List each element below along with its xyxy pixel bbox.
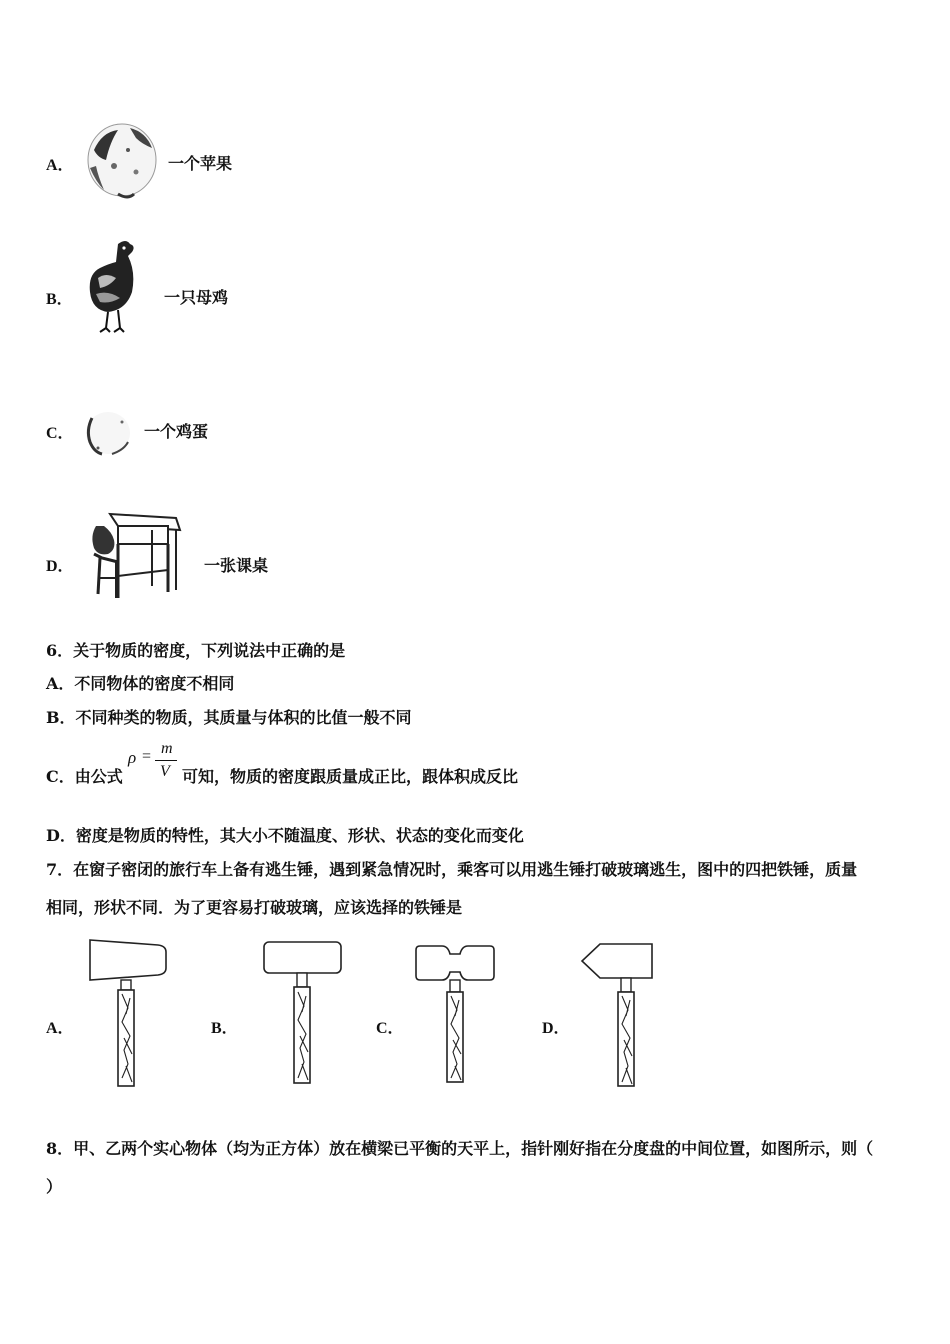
hen-photo bbox=[86, 238, 142, 334]
option-d: D．密度是物质的特性，其大小不随温度、形状、状态的变化而变化 bbox=[46, 826, 524, 845]
option-label: D． bbox=[46, 558, 74, 575]
option-text: 一个苹果 bbox=[168, 154, 233, 173]
formula-lhs: ρ bbox=[128, 748, 137, 767]
hammer-option-label: C． bbox=[376, 1020, 404, 1037]
hammer-option-label: D． bbox=[542, 1020, 570, 1037]
question-stem-line-1: 7．在窗子密闭的旅行车上备有逃生锤，遇到紧急情况时，乘客可以用逃生锤打破玻璃逃生，图中的四把铁锤，质量 bbox=[46, 860, 858, 879]
option-label: A． bbox=[46, 157, 74, 174]
formula-eq: = bbox=[142, 748, 152, 765]
formula-numerator: m bbox=[161, 740, 173, 757]
question-stem: 6．关于物质的密度，下列说法中正确的是 bbox=[46, 641, 346, 660]
formula-denominator: V bbox=[160, 763, 170, 780]
option-text: 一只母鸡 bbox=[164, 288, 229, 307]
option-text: 一个鸡蛋 bbox=[144, 422, 209, 441]
hammer-option-label: A． bbox=[46, 1020, 74, 1037]
density-formula bbox=[128, 740, 180, 786]
option-c-prefix: C．由公式 bbox=[46, 767, 123, 786]
question-stem-line-2: ） bbox=[46, 1177, 63, 1196]
option-label: B． bbox=[46, 291, 73, 308]
desk-photo bbox=[88, 506, 192, 602]
option-c bbox=[46, 764, 123, 787]
option-b: B．不同种类的物质，其质量与体积的比值一般不同 bbox=[46, 708, 412, 727]
egg-photo bbox=[82, 408, 134, 458]
option-label: C． bbox=[46, 425, 74, 442]
hammer-d-figure bbox=[580, 942, 656, 1090]
hammer-option-label: B． bbox=[211, 1020, 238, 1037]
question-stem-line-2: 相同，形状不同．为了更容易打破玻璃，应该选择的铁锤是 bbox=[46, 898, 463, 917]
hammer-c-figure bbox=[414, 944, 496, 1086]
hammer-b-figure bbox=[262, 940, 344, 1086]
fraction-bar bbox=[155, 760, 177, 761]
hammer-a-figure bbox=[88, 938, 170, 1090]
option-text: 一张课桌 bbox=[204, 556, 269, 575]
option-c-suffix: 可知，物质的密度跟质量成正比，跟体积成反比 bbox=[182, 767, 519, 786]
option-a: A．不同物体的密度不相同 bbox=[46, 674, 235, 693]
apple-photo bbox=[84, 120, 160, 202]
question-stem-line-1: 8．甲、乙两个实心物体（均为正方体）放在横梁已平衡的天平上，指针刚好指在分度盘的中间位置，如图所示，则（ bbox=[46, 1139, 874, 1158]
